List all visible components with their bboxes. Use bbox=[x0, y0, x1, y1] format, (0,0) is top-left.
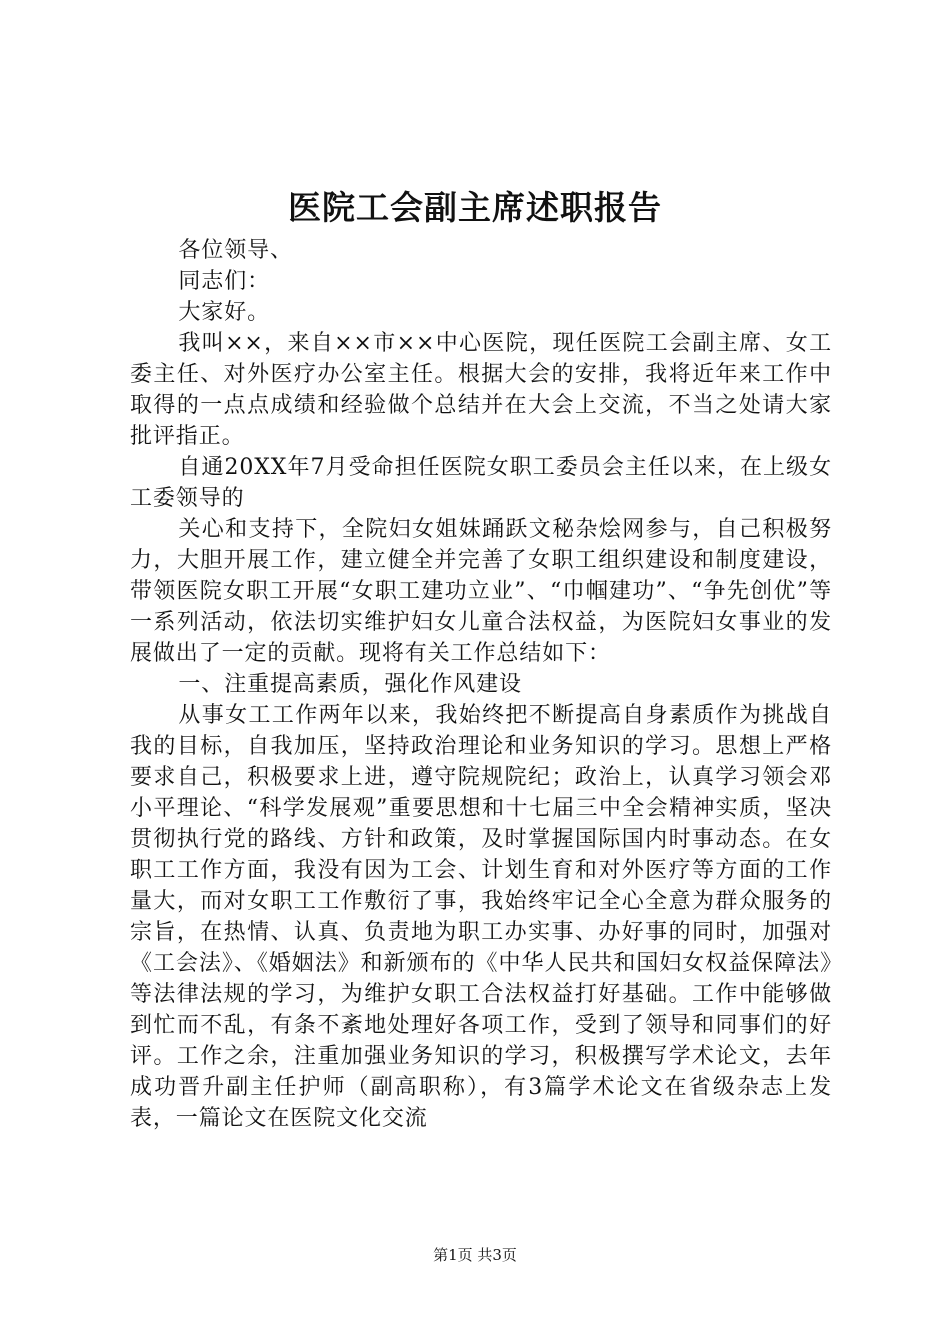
paragraph-appointment: 自通20XX年7月受命担任医院女职工委员会主任以来，在上级女工委领导的 bbox=[130, 455, 832, 511]
salutation-comrades: 同志们： bbox=[178, 269, 270, 294]
salutation-leaders: 各位领导、 bbox=[178, 238, 293, 263]
page-number-footer: 第1页 共3页 bbox=[433, 1246, 517, 1264]
paragraph-section-1: 从事女工工作两年以来，我始终把不断提高自身素质作为挑战自我的目标，自我加压，坚持政治理论和业务知识的学习。思想上严格要求自己，积极要求上进，遵守院规院纪；政治上，认真学习领会邓小平理论、“科学发展观”重要思想和十七届三中全会精神实质，坚决贯彻执行党的路线、方针和政策，及时掌握国际国内时事动态。在女职工工作方面，我没有因为工会、计划生育和对外医疗等方面的工作量大，而对女职工工作敷衍了事，我始终牢记全心全意为群众服务的宗旨，在热情、认真、负责地为职工办实事、办好事的同时，加强对《工会法》、《婚姻法》和新颁布的《中华人民共和国妇女权益保障法》等法律法规的学习，为维护女职工合法权益打好基础。工作中能够做到忙而不乱，有条不紊地处理好各项工作，受到了领导和同事们的好评。工作之余，注重加强业务知识的学习，积极撰写学术论文，去年成功晋升副主任护师（副高职称），有3篇学术论文在省级杂志上发表，一篇论文在医院文化交流 bbox=[130, 703, 832, 1131]
document-title: 医院工会副主席述职报告 bbox=[288, 188, 662, 227]
greeting: 大家好。 bbox=[178, 300, 270, 325]
section-heading-1: 一、注重提高素质，强化作风建设 bbox=[178, 672, 522, 697]
paragraph-introduction: 我叫××，来自××市××中心医院，现任医院工会副主席、女工委主任、对外医疗办公室主任。根据大会的安排，我将近年来工作中取得的一点点成绩和经验做个总结并在大会上交流，不当之处请大家批评指正。 bbox=[130, 331, 832, 449]
document-body bbox=[130, 235, 832, 1134]
paragraph-achievements: 关心和支持下，全院妇女姐妹踊跃文秘杂烩网参与，自己积极努力，大胆开展工作，建立健全并完善了女职工组织建设和制度建设，带领医院女职工开展“女职工建功立业”、“巾帼建功”、“争先创优”等一系列活动，依法切实维护妇女儿童合法权益，为医院妇女事业的发展做出了一定的贡献。现将有关工作总结如下： bbox=[130, 517, 832, 666]
